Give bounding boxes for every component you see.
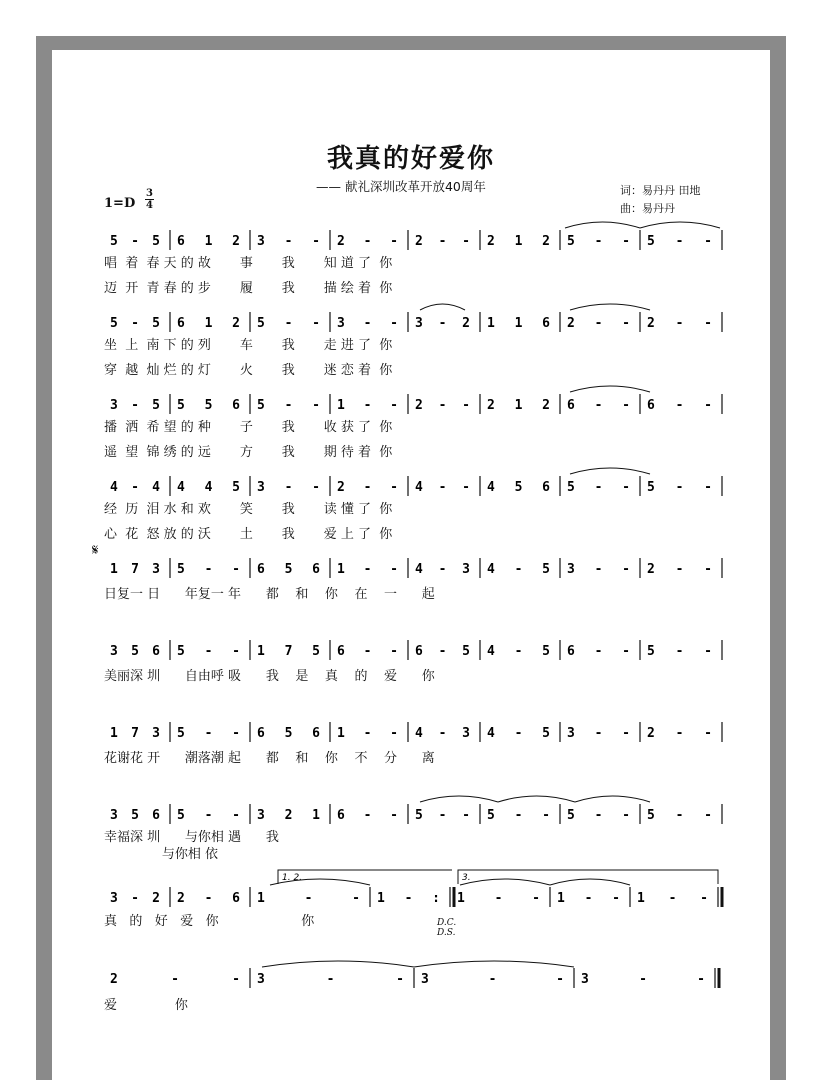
- measure-notes: 5 - -: [177, 562, 240, 577]
- measure-notes: 2 - -: [337, 234, 398, 249]
- measure-notes: 6 - -: [567, 398, 630, 413]
- time-signature-bottom: 4: [146, 200, 153, 211]
- ds-sign: D.S.: [437, 928, 456, 938]
- lyricist-credit: 词：易丹丹 田地: [620, 184, 701, 197]
- measure-notes: 3 - -: [421, 972, 564, 987]
- measure-notes: 5 - -: [487, 808, 550, 823]
- lyric-line: 唱 着 春 天 的 故 事 我 知 道 了 你: [104, 256, 393, 271]
- measure-notes: 2 - -: [647, 726, 712, 741]
- measure-notes: 6 - 5: [415, 644, 470, 659]
- lyric-line: 播 洒 希 望 的 种 子 我 收 获 了 你: [104, 420, 393, 435]
- measure-notes: 4 - 5: [487, 644, 550, 659]
- measure-notes: 1 - -: [337, 726, 398, 741]
- measure-notes: 4 - 5: [487, 726, 550, 741]
- lyric-line: 日复一 日 年复一 年 都 和 你 在 一 起: [104, 587, 435, 602]
- measure-notes: 2 1 2: [487, 234, 550, 249]
- measure-notes: 6 1 2: [177, 316, 240, 331]
- measure-notes: 3 - -: [337, 316, 398, 331]
- measure-notes: 1 - -: [457, 891, 540, 906]
- measure-notes: 4 - 3: [415, 562, 470, 577]
- dc-sign: D.C.: [437, 918, 457, 928]
- measure-notes: 5 - -: [177, 726, 240, 741]
- measure-notes: 2 - 6: [177, 891, 240, 906]
- measure-notes: 3 - -: [257, 234, 320, 249]
- measure-notes: 4 - 4: [110, 480, 160, 495]
- measure-notes: 3 - -: [567, 562, 630, 577]
- tie-arc: [570, 304, 650, 310]
- lyric-line: 与你相 依: [104, 847, 218, 862]
- tie-arc: [498, 796, 575, 802]
- measure-notes: 1 - -: [557, 891, 620, 906]
- measure-notes: 5 - 5: [110, 316, 160, 331]
- lyric-line: 坐 上 南 下 的 列 车 我 走 进 了 你: [104, 338, 393, 353]
- song-title: 我真的好爱你: [326, 144, 495, 174]
- measure-notes: 5 - -: [567, 234, 630, 249]
- measure-notes: 5 - -: [647, 644, 712, 659]
- measure-notes: 1 - -: [337, 398, 398, 413]
- tie-arc: [575, 796, 650, 802]
- measure-notes: 5 - -: [177, 644, 240, 659]
- measure-notes: 6 - -: [647, 398, 712, 413]
- measure-notes: 3 5 6: [110, 644, 160, 659]
- time-signature-top: 3: [146, 188, 153, 199]
- volta-first-label: 1. 2.: [282, 873, 303, 883]
- measure-notes: 5 - -: [647, 480, 712, 495]
- measure-notes: 3 - -: [581, 972, 705, 987]
- measure-notes: 5 - -: [647, 808, 712, 823]
- measure-notes: 3 - -: [567, 726, 630, 741]
- lyric-line: 迈 开 青 春 的 步 履 我 描 绘 着 你: [104, 281, 393, 296]
- volta-second-bracket: [458, 870, 718, 884]
- measure-notes: 4 - 3: [415, 726, 470, 741]
- measure-notes: 1 7 3: [110, 562, 160, 577]
- dc-ds-sign: [437, 918, 456, 938]
- measure-notes: 6 1 2: [177, 234, 240, 249]
- volta-first-bracket: [278, 870, 452, 884]
- measure-notes: 4 5 6: [487, 480, 550, 495]
- measure-notes: 5 5 6: [177, 398, 240, 413]
- measure-notes: 3 - 2: [110, 891, 160, 906]
- measure-notes: 3 - -: [257, 972, 404, 987]
- tie-arc: [640, 222, 720, 228]
- tie-arc: [565, 222, 640, 228]
- measure-notes: 3 5 6: [110, 808, 160, 823]
- measure-notes: 5 - -: [647, 234, 712, 249]
- measure-notes: 2 - -: [647, 316, 712, 331]
- measure-notes: 2 - -: [415, 234, 470, 249]
- measure-notes: 5 - -: [257, 398, 320, 413]
- measure-notes: 1 7 5: [257, 644, 320, 659]
- tie-arc: [550, 879, 630, 885]
- measure-notes: 2 - -: [647, 562, 712, 577]
- measure-notes: 3 - 5: [110, 398, 160, 413]
- measure-notes: 2 1 2: [487, 398, 550, 413]
- measure-notes: 4 - 5: [487, 562, 550, 577]
- measure-notes: 5 - -: [177, 808, 240, 823]
- measure-notes: 6 - -: [337, 644, 398, 659]
- lyric-line: 真 的 好 爱 你 你: [104, 914, 315, 929]
- volta-second-label: 3.: [462, 873, 471, 883]
- segno-sign: 𝄋: [92, 541, 99, 559]
- measure-notes: 2 - -: [110, 972, 240, 987]
- lyric-line: 幸福深 圳 与你相 遇 我: [104, 830, 279, 845]
- tie-arc: [570, 386, 650, 392]
- measure-notes: 5 - -: [415, 808, 470, 823]
- tie-arc: [414, 961, 574, 967]
- measure-notes: 3 - -: [257, 480, 320, 495]
- tie-arc: [420, 304, 465, 310]
- lyric-line: 穿 越 灿 烂 的 灯 火 我 迷 恋 着 你: [104, 363, 393, 378]
- measure-notes: 1 7 3: [110, 726, 160, 741]
- lyric-line: 美丽深 圳 自由呼 吸 我 是 真 的 爱 你: [104, 669, 435, 684]
- measure-notes: 5 - 5: [110, 234, 160, 249]
- measure-notes: 6 5 6: [257, 726, 320, 741]
- measure-notes: 1 1 6: [487, 316, 550, 331]
- tie-arc: [262, 961, 414, 967]
- tie-arc: [460, 879, 550, 885]
- measure-notes: 4 - -: [415, 480, 470, 495]
- measure-notes: 5 - -: [257, 316, 320, 331]
- lyric-line: 遥 望 锦 绣 的 远 方 我 期 待 着 你: [104, 445, 393, 460]
- measure-notes: 1 - -: [637, 891, 708, 906]
- song-subtitle: —— 献礼深圳改革开放40周年: [316, 179, 486, 194]
- tie-arc: [570, 468, 650, 474]
- measure-notes: 2 - -: [337, 480, 398, 495]
- measure-notes: 2 - -: [415, 398, 470, 413]
- measure-notes: 6 - -: [567, 644, 630, 659]
- lyric-line: 爱 你: [104, 998, 188, 1013]
- measure-notes: 1 - :: [377, 891, 440, 906]
- measure-notes: 3 2 1: [257, 808, 320, 823]
- composer-credit: 曲：易丹丹: [620, 202, 675, 215]
- tie-arc: [420, 796, 498, 802]
- measure-notes: 4 4 5: [177, 480, 240, 495]
- measure-notes: 1 - -: [337, 562, 398, 577]
- measure-notes: 5 - -: [567, 480, 630, 495]
- measure-notes: 6 - -: [337, 808, 398, 823]
- measure-notes: 5 - -: [567, 808, 630, 823]
- measure-notes: 2 - -: [567, 316, 630, 331]
- measure-notes: 1 - -: [257, 891, 360, 906]
- measure-notes: 6 5 6: [257, 562, 320, 577]
- measure-notes: 3 - 2: [415, 316, 470, 331]
- lyric-line: 心 花 怒 放 的 沃 土 我 爱 上 了 你: [104, 527, 393, 542]
- lyric-line: 经 历 泪 水 和 欢 笑 我 读 懂 了 你: [104, 502, 393, 517]
- key-signature: 1=D: [104, 196, 136, 211]
- lyric-line: 花谢花 开 潮落潮 起 都 和 你 不 分 离: [104, 751, 435, 766]
